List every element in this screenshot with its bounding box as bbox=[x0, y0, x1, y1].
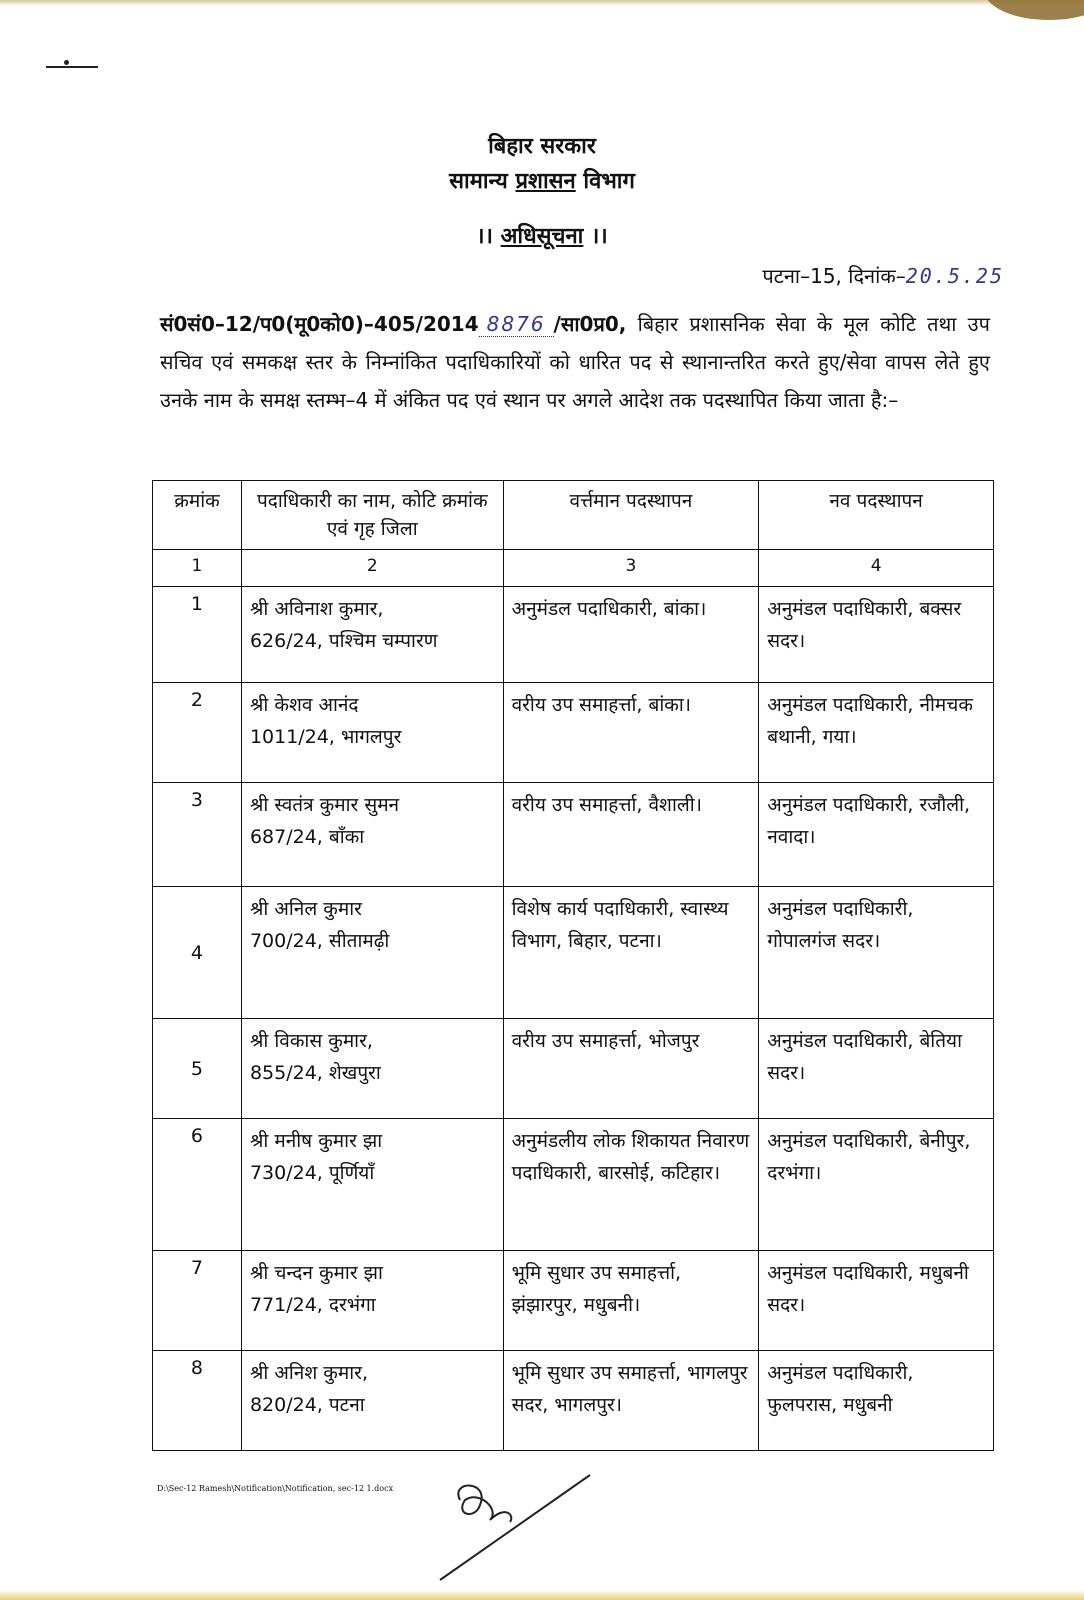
page-bottom-edge bbox=[0, 1590, 1084, 1600]
body-text: बिहार प्रशासनिक सेवा के मूल कोटि तथा उप सचिव एवं समकक्ष स्तर के निम्नांकित पदाधिकारियों को धारित पद से स्थानान्तरित करते हुए/सेवा वापस लेते हुए उनके नाम के समक्ष स्तम्भ–4 में अंकित पद एवं स्थान पर अगले आदेश तक पदस्थापित किया जाता है:– bbox=[160, 312, 990, 412]
handwritten-ref-number: 8876 bbox=[479, 312, 554, 337]
department-underlined: प्रशासन bbox=[515, 169, 576, 194]
officer-cell: श्री विकास कुमार, 855/24, शेखपुरा bbox=[241, 1019, 503, 1119]
officer-cell: श्री अनिल कुमार 700/24, सीतामढ़ी bbox=[241, 887, 503, 1019]
new-posting-cell: अनुमंडल पदाधिकारी, नीमचक बथानी, गया। bbox=[759, 683, 994, 783]
header-current-posting: वर्त्तमान पदस्थापन bbox=[503, 481, 759, 550]
officer-cell: श्री अनिश कुमार, 820/24, पटना bbox=[241, 1351, 503, 1451]
table-header-row bbox=[153, 481, 994, 550]
postings-table bbox=[152, 480, 994, 1451]
new-posting-cell: अनुमंडल पदाधिकारी, बेनीपुर, दरभंगा। bbox=[759, 1119, 994, 1251]
officer-cell: श्री मनीष कुमार झा 730/24, पूर्णियाँ bbox=[241, 1119, 503, 1251]
column-number: 4 bbox=[759, 550, 994, 587]
dateline-label: पटना–15, दिनांक– bbox=[762, 264, 906, 288]
table-row bbox=[153, 1019, 994, 1119]
page-top-edge bbox=[0, 0, 1084, 6]
reference-suffix: /सा0प्र0, bbox=[553, 312, 627, 336]
dateline bbox=[762, 262, 1004, 289]
current-posting-cell: वरीय उप समाहर्त्ता, वैशाली। bbox=[503, 783, 759, 887]
department-title: सामान्य प्रशासन विभाग bbox=[449, 169, 635, 194]
new-posting-cell: अनुमंडल पदाधिकारी, बेतिया सदर। bbox=[759, 1019, 994, 1119]
corner-shadow bbox=[984, 0, 1084, 20]
table-row bbox=[153, 783, 994, 887]
table-row bbox=[153, 1119, 994, 1251]
header-new-posting: नव पदस्थापन bbox=[759, 481, 994, 550]
reference-prefix: सं0सं0–12/प0(मू0को0)–405/2014 bbox=[160, 312, 479, 336]
serial-cell: 6 bbox=[153, 1119, 242, 1251]
file-path-footer: D:\Sec-12 Ramesh\Notification\Notification, sec-12 1.docx bbox=[157, 1484, 394, 1493]
table-row bbox=[153, 887, 994, 1019]
column-number: 1 bbox=[153, 550, 242, 587]
current-posting-cell: अनुमंडलीय लोक शिकायत निवारण पदाधिकारी, बारसोई, कटिहार। bbox=[503, 1119, 759, 1251]
notification-title: ।। अधिसूचना ।। bbox=[476, 224, 608, 249]
officer-cell: श्री चन्दन कुमार झा 771/24, दरभंगा bbox=[241, 1251, 503, 1351]
column-number: 2 bbox=[241, 550, 503, 587]
header-officer: पदाधिकारी का नाम, कोटि क्रमांक एवं गृह जिला bbox=[241, 481, 503, 550]
new-posting-cell: अनुमंडल पदाधिकारी, रजौली, नवादा। bbox=[759, 783, 994, 887]
serial-cell: 7 bbox=[153, 1251, 242, 1351]
column-number: 3 bbox=[503, 550, 759, 587]
serial-cell: 3 bbox=[153, 783, 242, 887]
handwritten-date: 20.5.25 bbox=[905, 264, 1004, 288]
current-posting-cell: अनुमंडल पदाधिकारी, बांका। bbox=[503, 587, 759, 683]
signature bbox=[430, 1460, 610, 1590]
header-serial: क्रमांक bbox=[153, 481, 242, 550]
serial-cell: 8 bbox=[153, 1351, 242, 1451]
serial-cell: 2 bbox=[153, 683, 242, 783]
table-row bbox=[153, 587, 994, 683]
current-posting-cell: विशेष कार्य पदाधिकारी, स्वास्थ्य विभाग, बिहार, पटना। bbox=[503, 887, 759, 1019]
margin-mark bbox=[46, 66, 98, 68]
new-posting-cell: अनुमंडल पदाधिकारी, गोपालगंज सदर। bbox=[759, 887, 994, 1019]
new-posting-cell: अनुमंडल पदाधिकारी, फुलपरास, मधुबनी bbox=[759, 1351, 994, 1451]
officer-cell: श्री केशव आनंद 1011/24, भागलपुर bbox=[241, 683, 503, 783]
officer-cell: श्री स्वतंत्र कुमार सुमन 687/24, बाँका bbox=[241, 783, 503, 887]
serial-cell: 1 bbox=[153, 587, 242, 683]
new-posting-cell: अनुमंडल पदाधिकारी, बक्सर सदर। bbox=[759, 587, 994, 683]
table-row bbox=[153, 1251, 994, 1351]
government-title: बिहार सरकार bbox=[488, 134, 596, 159]
margin-dot bbox=[64, 60, 69, 65]
current-posting-cell: वरीय उप समाहर्त्ता, बांका। bbox=[503, 683, 759, 783]
column-number-row bbox=[153, 550, 994, 587]
serial-cell: 4 bbox=[153, 887, 242, 1019]
officer-cell: श्री अविनाश कुमार, 626/24, पश्चिम चम्पारण bbox=[241, 587, 503, 683]
current-posting-cell: भूमि सुधार उप समाहर्त्ता, भागलपुर सदर, भागलपुर। bbox=[503, 1351, 759, 1451]
table-row bbox=[153, 1351, 994, 1451]
current-posting-cell: भूमि सुधार उप समाहर्त्ता, झंझारपुर, मधुबनी। bbox=[503, 1251, 759, 1351]
new-posting-cell: अनुमंडल पदाधिकारी, मधुबनी सदर। bbox=[759, 1251, 994, 1351]
serial-cell: 5 bbox=[153, 1019, 242, 1119]
table-row bbox=[153, 683, 994, 783]
notification-body bbox=[160, 305, 990, 419]
current-posting-cell: वरीय उप समाहर्त्ता, भोजपुर bbox=[503, 1019, 759, 1119]
